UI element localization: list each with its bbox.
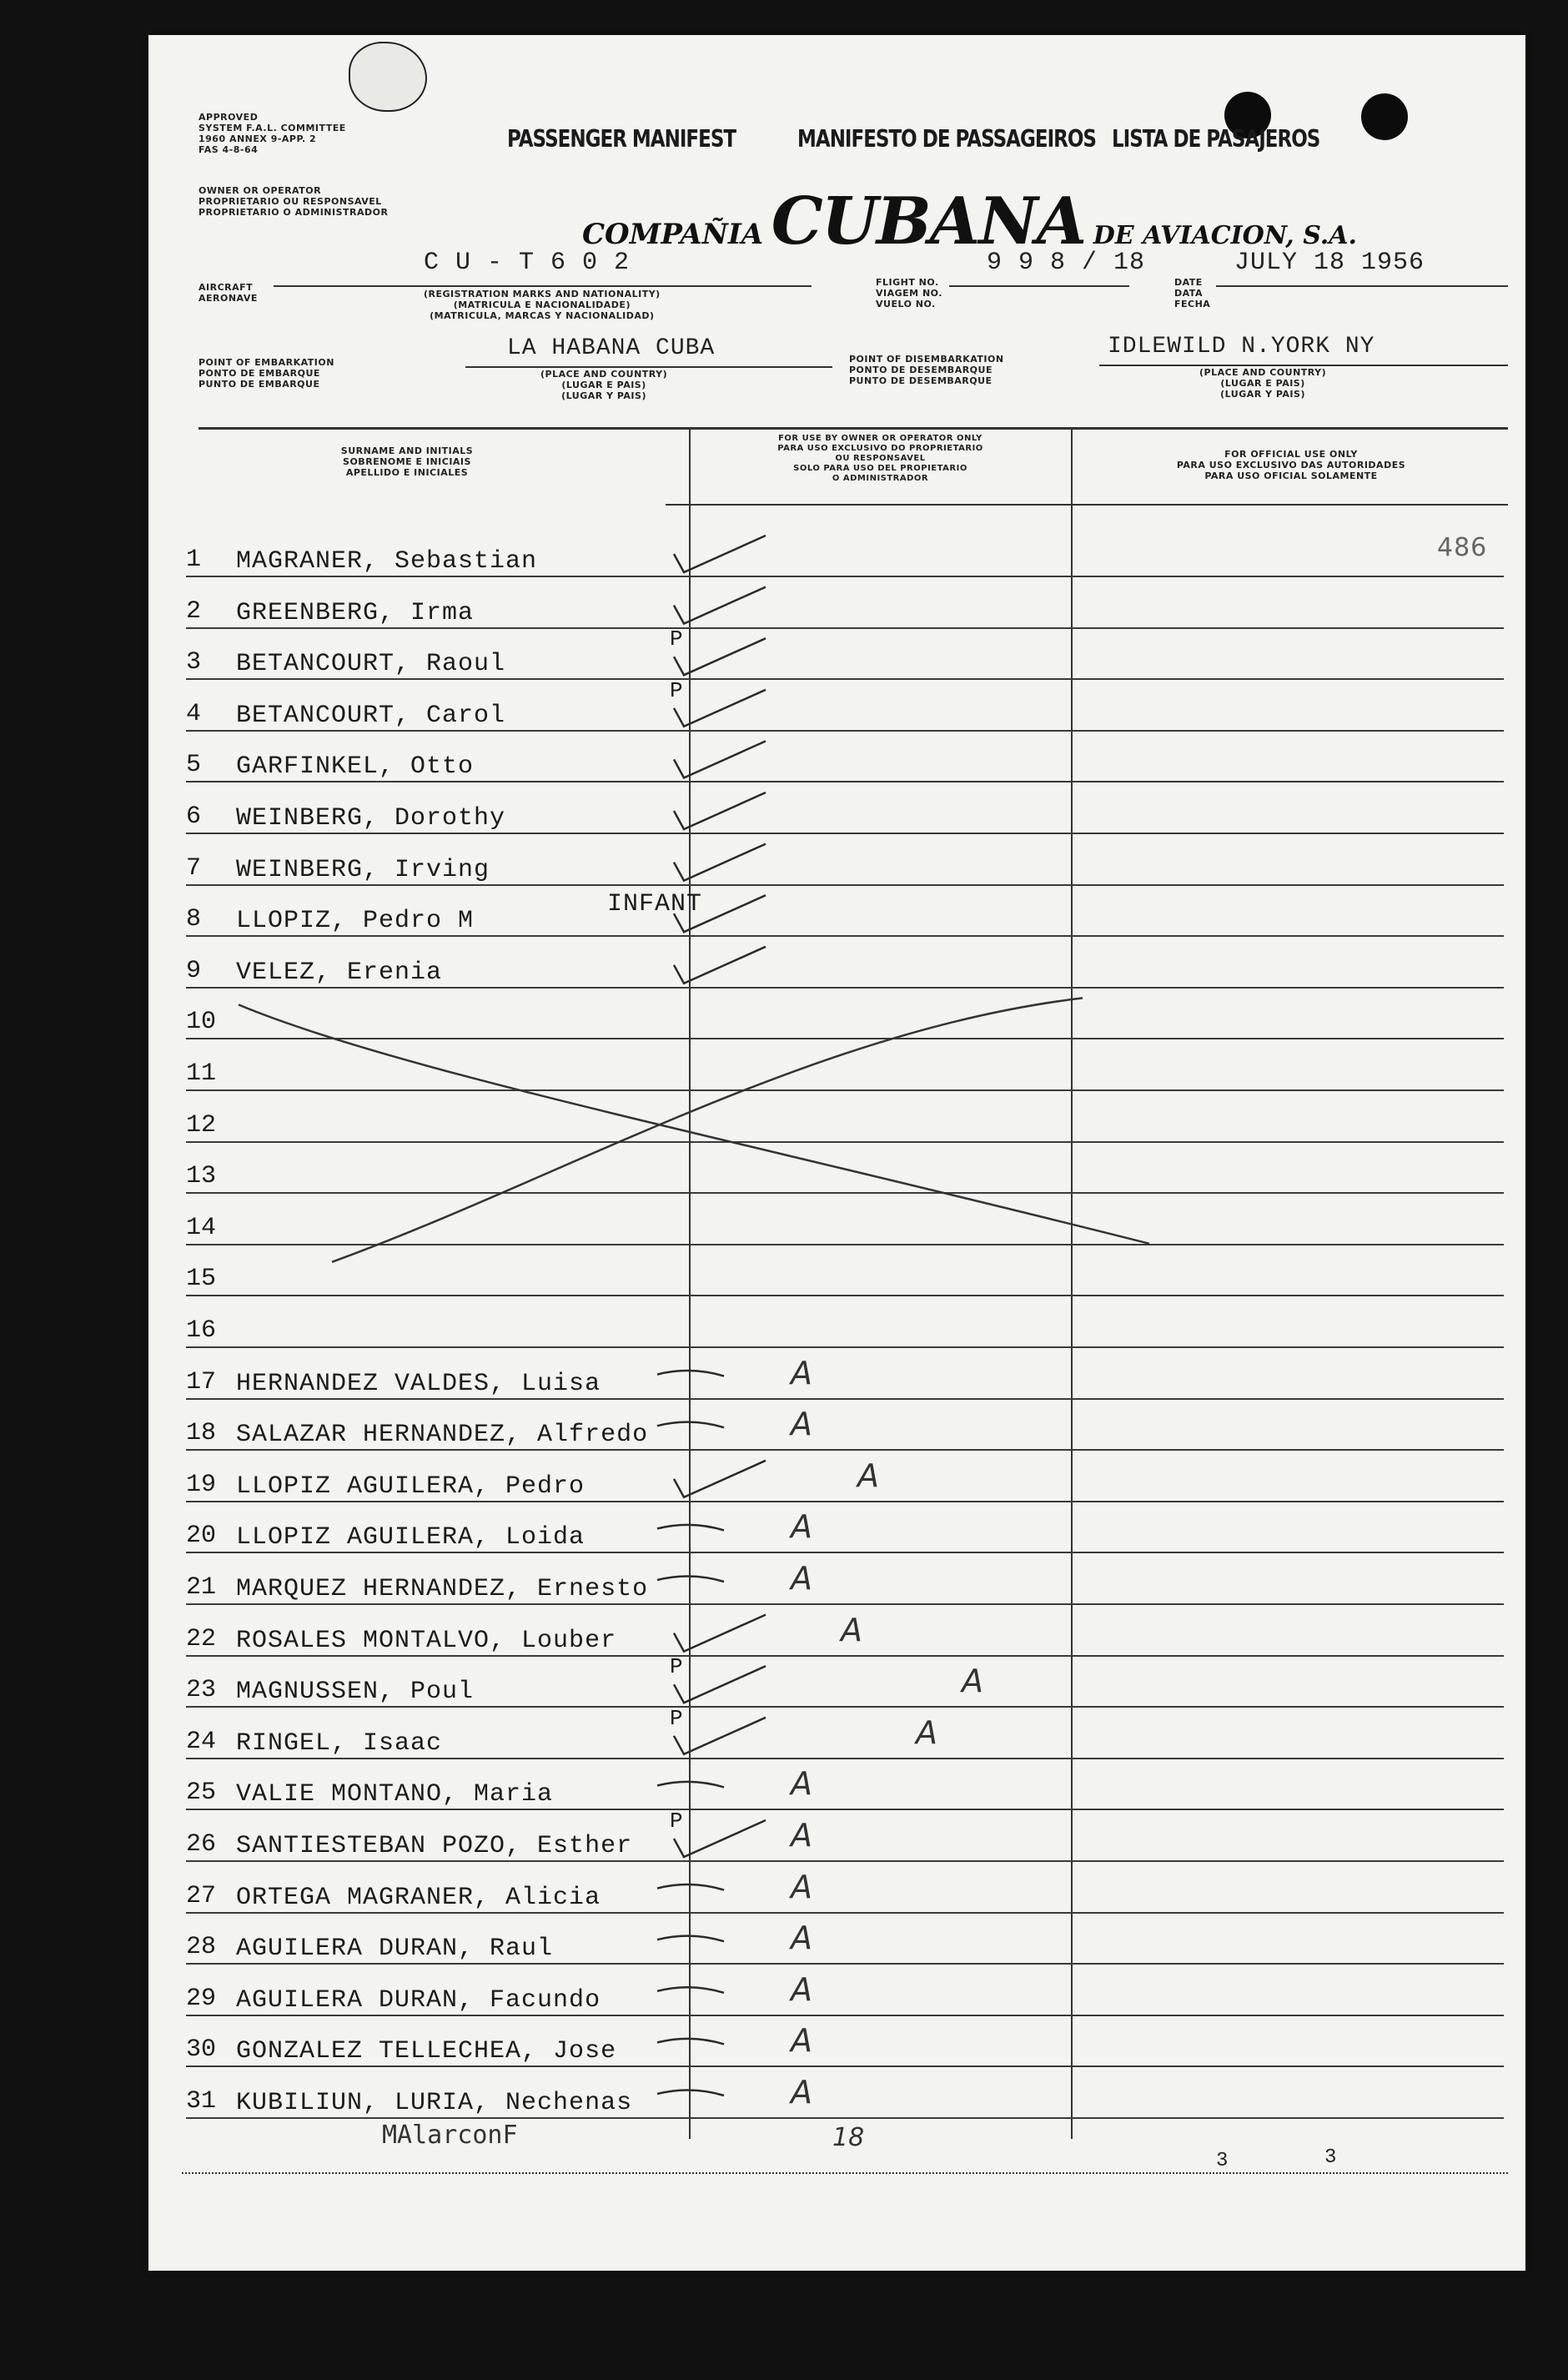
row-number: 1: [186, 546, 202, 574]
registration-note: (MATRICULA, MARCAS Y NACIONALIDAD): [430, 310, 655, 321]
check-mark: [674, 1666, 766, 1703]
check-mark: [674, 690, 766, 727]
flight-value: 9 9 8 / 18: [987, 249, 1146, 277]
row-number: 3: [186, 648, 202, 677]
dash-mark: [657, 2090, 724, 2096]
column-header-line: APELLIDO E INICIALES: [345, 467, 469, 478]
dash-mark: [657, 1936, 724, 1942]
embark-note: (LUGAR E PAIS): [561, 380, 646, 390]
passenger-name: SALAZAR HERNANDEZ, Alfredo: [236, 1421, 649, 1450]
aircraft-label: AIRCRAFT: [199, 282, 254, 293]
dash-mark: [657, 2039, 724, 2045]
passenger-name: GONZALEZ TELLECHEA, Jose: [236, 2037, 617, 2066]
approval-line: 1960 ANNEX 9-APP. 2: [199, 133, 317, 144]
airline-prefix: COMPAÑIA: [582, 218, 764, 251]
p-mark: P: [670, 1654, 684, 1680]
approval-line: APPROVED: [199, 112, 259, 123]
column-header-line: O ADMINISTRADOR: [832, 474, 929, 483]
passenger-name: WEINBERG, Dorothy: [236, 804, 506, 833]
disembark-note: (LUGAR E PAIS): [1220, 378, 1305, 389]
official-mark: A: [791, 1868, 813, 1905]
owner-label: OWNER OR OPERATOR: [199, 185, 322, 196]
check-mark: [674, 1820, 766, 1857]
row-number: 14: [186, 1213, 217, 1242]
p-mark: P: [670, 1809, 684, 1834]
check-mark: [674, 792, 766, 829]
dash-mark: [657, 1884, 724, 1890]
row-number: 18: [186, 1419, 217, 1448]
date-label: FECHA: [1174, 299, 1211, 309]
registration-note: (REGISTRATION MARKS AND NATIONALITY): [424, 289, 661, 299]
row-number: 6: [186, 803, 202, 831]
column-header-line: SURNAME AND INITIALS: [340, 445, 474, 456]
column-header-line: SOLO PARA USO DEL PROPIETARIO: [793, 464, 967, 473]
dash-mark: [657, 1422, 724, 1428]
passenger-name: ROSALES MONTALVO, Louber: [236, 1626, 617, 1655]
official-mark: A: [791, 2074, 813, 2111]
passenger-name: WEINBERG, Irving: [236, 855, 490, 884]
row-number: 23: [186, 1676, 217, 1705]
date-label: DATA: [1174, 288, 1203, 299]
row-number: 11: [186, 1059, 217, 1088]
official-mark: A: [791, 2022, 813, 2060]
disembark-value: IDLEWILD N.YORK NY: [1108, 334, 1375, 360]
aircraft-value: C U - T 6 0 2: [424, 249, 631, 277]
passenger-name: LLOPIZ AGUILERA, Loida: [236, 1523, 585, 1552]
p-mark: P: [670, 677, 684, 703]
row-number: 31: [186, 2087, 217, 2116]
passenger-name: MAGNUSSEN, Poul: [236, 1678, 475, 1707]
embark-label: POINT OF EMBARKATION: [199, 357, 334, 368]
disembark-label: POINT OF DISEMBARKATION: [849, 354, 1004, 365]
passenger-name: RINGEL, Isaac: [236, 1728, 443, 1758]
row-number: 25: [186, 1779, 217, 1808]
official-mark: A: [791, 1560, 813, 1597]
column-header-line: FOR OFFICIAL USE ONLY: [1224, 449, 1358, 460]
cross-out-stroke: [239, 1004, 1149, 1243]
registration-note: (MATRICULA E NACIONALIDADE): [453, 299, 631, 310]
dash-mark: [657, 1987, 724, 1993]
disembark-label: PUNTO DE DESEMBARQUE: [849, 375, 993, 386]
dash-mark: [657, 1525, 724, 1531]
title-passenger-manifest: PASSENGER MANIFEST: [507, 125, 736, 153]
row-number: 8: [186, 905, 202, 934]
footer-hand-note: 18: [832, 2123, 865, 2152]
p-mark: P: [670, 626, 684, 652]
p-mark: P: [670, 1705, 684, 1731]
row-number: 29: [186, 1984, 217, 2013]
official-mark: A: [857, 1457, 880, 1494]
row-number: 19: [186, 1470, 217, 1499]
row-number: 13: [186, 1162, 217, 1191]
row-number: 21: [186, 1573, 217, 1602]
date-label: DATE: [1174, 277, 1203, 288]
passenger-name: AGUILERA DURAN, Facundo: [236, 1985, 601, 2015]
dash-mark: [657, 1371, 724, 1376]
official-mark: A: [791, 1970, 813, 2008]
row-number: 4: [186, 699, 202, 728]
date-value: JULY 18 1956: [1234, 249, 1425, 277]
owner-label: PROPRIETARIO OU RESPONSAVEL: [199, 196, 382, 207]
column-header-line: FOR USE BY OWNER OR OPERATOR ONLY: [778, 434, 983, 443]
official-entry: 486: [1437, 533, 1488, 562]
check-mark: [674, 741, 766, 777]
row-number: 27: [186, 1881, 217, 1910]
page-mark-2: 3: [1324, 2146, 1338, 2169]
passenger-name: MAGRANER, Sebastian: [236, 547, 538, 576]
embark-note: (LUGAR Y PAIS): [561, 390, 646, 401]
check-mark: [674, 1615, 766, 1652]
official-mark: A: [791, 1817, 813, 1854]
approval-line: SYSTEM F.A.L. COMMITTEE: [199, 123, 346, 133]
row-number: 2: [186, 596, 202, 626]
row-number: 15: [186, 1265, 217, 1294]
passenger-name: HERNANDEZ VALDES, Luisa: [236, 1369, 601, 1398]
dash-mark: [657, 1782, 724, 1788]
column-header-line: PARA USO OFICIAL SOLAMENTE: [1204, 470, 1378, 481]
passenger-name: BETANCOURT, Carol: [236, 701, 506, 730]
row-number: 7: [186, 853, 202, 883]
disembark-label: PONTO DE DESEMBARQUE: [849, 365, 993, 375]
row-number: 17: [186, 1367, 217, 1396]
official-mark: A: [791, 1508, 813, 1546]
row-number: 24: [186, 1727, 217, 1756]
official-mark: A: [841, 1611, 863, 1648]
passenger-name: VALIE MONTANO, Maria: [236, 1780, 554, 1809]
airline-name: CUBANA: [771, 184, 1086, 259]
official-mark: A: [791, 1920, 813, 1957]
passenger-name: ORTEGA MAGRANER, Alicia: [236, 1883, 601, 1912]
official-mark: A: [791, 1354, 813, 1391]
row-number: 22: [186, 1624, 217, 1653]
passenger-name: KUBILIUN, LURIA, Nechenas: [236, 2089, 633, 2117]
column-header-line: PARA USO EXCLUSIVO DO PROPRIETARIO: [777, 444, 983, 453]
embark-value: LA HABANA CUBA: [507, 335, 716, 361]
airline-suffix: DE AVIACION, S.A.: [1093, 221, 1357, 250]
check-mark: [674, 1461, 766, 1497]
column-header-line: SOBRENOME E INICIAIS: [343, 456, 471, 467]
check-mark: [674, 947, 766, 984]
official-mark: A: [916, 1713, 938, 1751]
prepared-by-signature: MAlarconF: [382, 2121, 518, 2150]
row-number: 12: [186, 1110, 217, 1140]
title-lista: LISTA DE PASAJEROS: [1112, 125, 1320, 153]
passenger-name: SANTIESTEBAN POZO, Esther: [236, 1832, 633, 1860]
embark-note: (PLACE AND COUNTRY): [540, 369, 668, 380]
row-number: 16: [186, 1316, 217, 1345]
passenger-name: VELEZ, Erenia: [236, 958, 443, 987]
embark-label: PONTO DE EMBARQUE: [199, 368, 320, 379]
passenger-name: AGUILERA DURAN, Raul: [236, 1935, 554, 1964]
passenger-name: LLOPIZ AGUILERA, Pedro: [236, 1472, 585, 1501]
check-mark: [674, 638, 766, 675]
embark-label: PUNTO DE EMBARQUE: [199, 379, 320, 390]
cross-out-stroke: [332, 998, 1083, 1261]
dash-mark: [657, 1576, 724, 1582]
column-header-line: PARA USO EXCLUSIVO DAS AUTORIDADES: [1176, 460, 1406, 470]
row-number: 10: [186, 1008, 217, 1037]
manifest-sheet: [148, 35, 1525, 2271]
row-number: 5: [186, 751, 202, 780]
official-mark: A: [791, 1765, 813, 1803]
owner-label: PROPRIETARIO O ADMINISTRADOR: [199, 207, 389, 218]
passenger-name: GREENBERG, Irma: [236, 598, 475, 627]
passenger-name: LLOPIZ, Pedro M: [236, 907, 475, 936]
row-number: 26: [186, 1830, 217, 1859]
official-mark: A: [791, 1406, 813, 1443]
check-mark: [674, 844, 766, 881]
check-mark: [674, 895, 766, 932]
flight-label: FLIGHT NO.: [876, 277, 939, 288]
passenger-name: MARQUEZ HERNANDEZ, Ernesto: [236, 1575, 649, 1603]
page-mark-1: 3: [1216, 2150, 1229, 2172]
disembark-note: (LUGAR Y PAIS): [1220, 389, 1305, 400]
flight-label: VIAGEM NO.: [876, 288, 942, 299]
passenger-name: BETANCOURT, Raoul: [236, 650, 506, 679]
check-mark: [674, 1718, 766, 1754]
row-number: 20: [186, 1522, 217, 1551]
footer-rule: [182, 2172, 1508, 2174]
hand-marks-overlay: [148, 35, 1525, 2271]
disembark-note: (PLACE AND COUNTRY): [1199, 367, 1327, 378]
passenger-name: GARFINKEL, Otto: [236, 752, 475, 782]
column-header-line: OU RESPONSAVEL: [835, 454, 926, 463]
aircraft-label: AERONAVE: [199, 293, 258, 304]
passenger-note: INFANT: [607, 890, 703, 919]
official-mark: A: [962, 1663, 984, 1700]
flight-label: VUELO NO.: [876, 299, 936, 309]
row-number: 9: [186, 956, 202, 985]
title-manifesto: MANIFESTO DE PASSAGEIROS: [797, 125, 1096, 153]
row-number: 30: [186, 2035, 217, 2065]
approval-line: FAS 4-8-64: [199, 144, 259, 155]
row-number: 28: [186, 1933, 217, 1962]
check-mark: [674, 536, 766, 572]
check-mark: [674, 587, 766, 624]
